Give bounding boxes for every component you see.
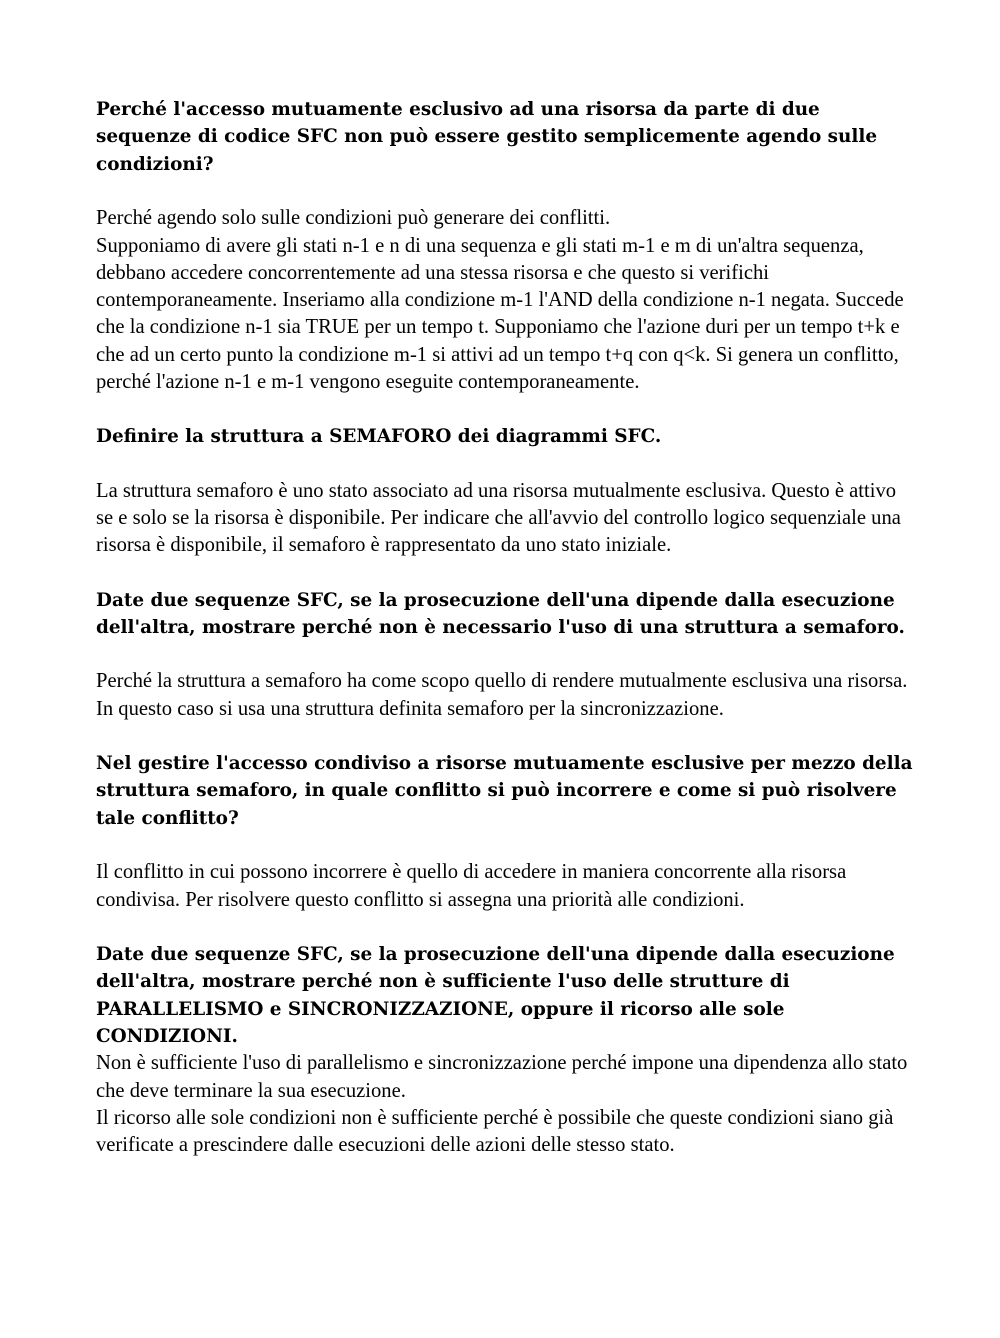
answer-4-paragraph-1: Il conflitto in cui possono incorrere è quello di accedere in maniera concorrente alla risorsa condivisa. Per risolvere questo conflitto si assegna una priorità alle condizioni. (96, 861, 847, 911)
answer-4 (96, 859, 916, 914)
question-4: Nel gestire l'accesso condiviso a risorse mutuamente esclusive per mezzo della struttura semaforo, in quale conflitto si può incorrere e come si può risolvere tale conflitto? (96, 753, 913, 829)
answer-5-paragraph-1: Non è sufficiente l'uso di parallelismo e sincronizzazione perché impone una dipendenza allo stato che deve terminare la sua esecuzione. (96, 1052, 908, 1102)
answer-1 (96, 205, 916, 396)
question-3: Date due sequenze SFC, se la prosecuzione dell'una dipende dalla esecuzione dell'altra, mostrare perché non è necessario l'uso di una struttura a semaforo. (96, 589, 905, 638)
answer-1-paragraph-1: Perché agendo solo sulle condizioni può generare dei conflitti. (96, 207, 611, 230)
answer-1-paragraph-2: Supponiamo di avere gli stati n-1 e n di una sequenza e gli stati m-1 e m di un'altra sequenza, debbano accedere concorrentemente ad una stessa risorsa e che questo si verifichi contemporaneamente. Inseriamo alla condizione m-1 l'AND della condizione n-1 negata. Succede che la condizione n-1 sia TRUE per un tempo t. Supponiamo che l'azione duri per un tempo t+k e che ad un certo punto la condizione m-1 si attivi ad un tempo t+q con q<k. Si genera un conflitto, perché l'azione n-1 e m-1 vengono eseguite contemporaneamente. (96, 234, 904, 393)
answer-3-paragraph-1: Perché la struttura a semaforo ha come scopo quello di rendere mutualmente esclusiva una risorsa. In questo caso si usa una struttura definita semaforo per la sincronizzazione. (96, 670, 908, 720)
answer-5 (96, 1050, 916, 1159)
question-1: Perché l'accesso mutuamente esclusivo ad una risorsa da parte di due sequenze di codice SFC non può essere gestito semplicemente agendo sulle condizioni? (96, 99, 878, 175)
answer-3 (96, 668, 916, 723)
question-5: Date due sequenze SFC, se la prosecuzione dell'una dipende dalla esecuzione dell'altra, mostrare perché non è sufficiente l'uso delle strutture di PARALLELISMO e SINCRONIZZAZIONE, oppure il ricorso alle sole CONDIZIONI. (96, 943, 895, 1048)
answer-2 (96, 478, 916, 560)
answer-5-paragraph-2: Il ricorso alle sole condizioni non è sufficiente perché è possibile che queste condizioni siano già verificate a prescindere dalle esecuzioni delle azioni delle stesso stato. (96, 1107, 894, 1157)
document-page (96, 96, 916, 1160)
question-2: Definire la struttura a SEMAFORO dei diagrammi SFC. (96, 426, 662, 448)
answer-2-paragraph-1: La struttura semaforo è uno stato associato ad una risorsa mutualmente esclusiva. Questo è attivo se e solo se la risorsa è disponibile. Per indicare che all'avvio del controllo logico sequenziale una risorsa è disponibile, il semaforo è rappresentato da uno stato iniziale. (96, 479, 901, 557)
